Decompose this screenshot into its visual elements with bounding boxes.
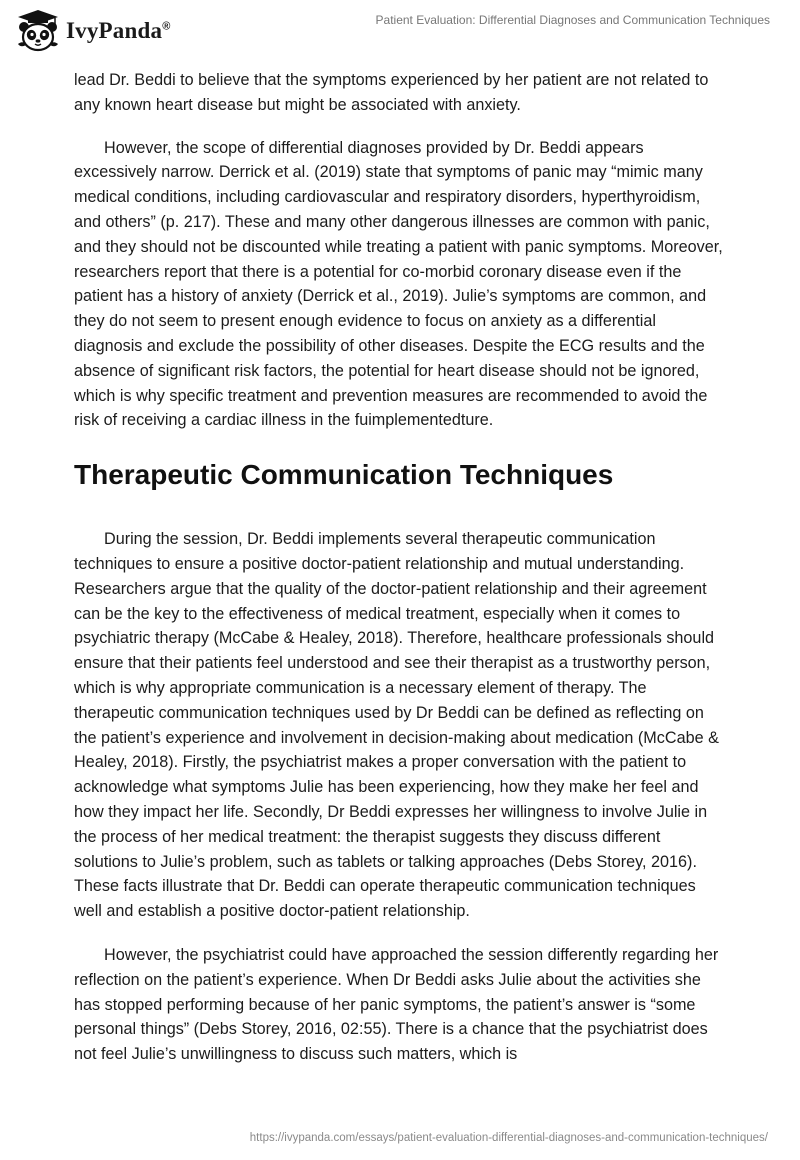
paragraph-alternative-approach: However, the psychiatrist could have approached the session differently regarding her reflection on the patient’s experience. When Dr Beddi asks Julie about the activities she has stopped performing because of her panic symptoms, the patient’s answer is “some personal things” (Debs Storey, 2016, 02:55). There is a chance that the psychiatrist does not feel Julie’s unwillingness to discuss such matters, which is	[74, 945, 719, 1064]
document-title: Patient Evaluation: Differential Diagnoses and Communication Techniques	[375, 13, 770, 27]
panda-graduate-icon	[14, 8, 62, 54]
page-header	[0, 0, 800, 60]
ivypanda-logo[interactable]	[14, 8, 171, 54]
essay-content	[74, 68, 724, 1067]
paragraph-continuation: lead Dr. Beddi to believe that the symptoms experienced by her patient are not related to any known heart disease but might be associated with anxiety.	[74, 71, 709, 114]
paragraph-communication-techniques: During the session, Dr. Beddi implements several therapeutic communication techniques to ensure a positive doctor-patient relationship and mutual understanding. Researchers argue that the quality of the doctor-patient relationship and their agreement can be the key to the effectiveness of medical treatment, especially when it comes to psychiatric therapy (McCabe & Healey, 2018). Therefore, healthcare professionals should ensure that their patients feel understood and see their therapist as a trustworthy person, which is why appropriate communication is a necessary element of therapy. The therapeutic communication techniques used by Dr Beddi can be defined as reflecting on the patient’s experience and involvement in decision-making about medication (McCabe & Healey, 2018). Firstly, the psychiatrist makes a proper conversation with the patient to acknowledge what symptoms Julie has been experiencing, how they make her feel and how they impact her life. Secondly, Dr Beddi expresses her willingness to involve Julie in the process of her medical treatment: the therapist suggests they discuss different solutions to Julie’s problem, such as tablets or talking approaches (Debs Storey, 2016). These facts illustrate that Dr. Beddi can operate therapeutic communication techniques well and establish a positive doctor-patient relationship.	[74, 530, 719, 921]
brand-name: IvyPanda®	[66, 18, 171, 43]
section-heading: Therapeutic Communication Techniques	[74, 459, 614, 491]
source-url-link[interactable]: https://ivypanda.com/essays/patient-evaluation-differential-diagnoses-and-communication-techniques/	[249, 1132, 768, 1144]
registered-mark: ®	[162, 20, 171, 33]
paragraph-differential-scope: However, the scope of differential diagnoses provided by Dr. Beddi appears excessively narrow. Derrick et al. (2019) state that symptoms of panic may “mimic many medical conditions, including cardiovascular and respiratory disorders, hyperthyroidism, and others” (p. 217). These and many other dangerous illnesses are common with panic, and they should not be discounted while treating a patient with panic symptoms. Moreover, researchers report that there is a potential for co-morbid coronary disease even if the patient has a history of anxiety (Derrick et al., 2019). Julie’s symptoms are common, and they do not seem to present enough evidence to focus on anxiety as a differential diagnosis and exclude the possibility of other diseases. Despite the ECG results and the absence of significant risk factors, the potential for heart disease should not be ignored, which is why specific treatment and prevention measures are recommended to avoid the risk of receiving a cardiac illness in the fuimplementedture.	[74, 138, 723, 430]
